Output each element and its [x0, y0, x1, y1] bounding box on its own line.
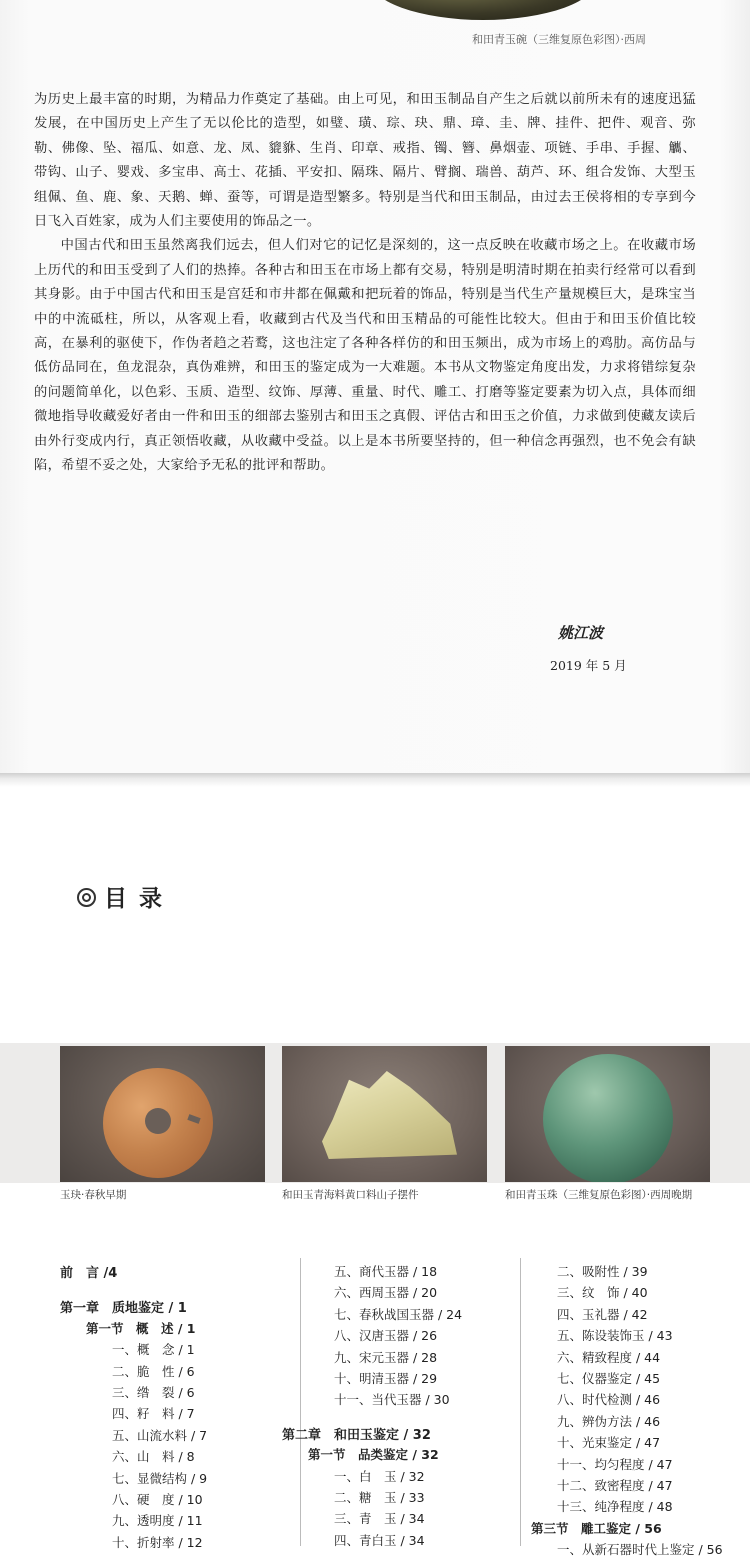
toc-entry[interactable]: 六、精致程度 / 44 [557, 1349, 661, 1365]
toc-entry[interactable]: 第一章 质地鉴定 / 1 [60, 1301, 187, 1317]
toc-entry[interactable]: 十一、均匀程度 / 47 [557, 1456, 673, 1472]
toc-entry[interactable]: 第一节 品类鉴定 / 32 [308, 1447, 439, 1463]
column-divider [300, 1258, 301, 1546]
toc-entry[interactable]: 十、明清玉器 / 29 [334, 1371, 438, 1386]
page-fold-shadow [0, 773, 750, 787]
toc-entry[interactable]: 十、折射率 / 12 [112, 1534, 203, 1550]
jade-sphere-shape [543, 1054, 673, 1182]
toc-entry[interactable]: 十三、纯净程度 / 48 [557, 1499, 673, 1515]
toc-entry[interactable]: 五、陈设装饰玉 / 43 [557, 1328, 673, 1344]
preface-date: 2019 年 5 月 [550, 658, 627, 673]
jade-bowl-photo [368, 0, 598, 20]
bowl-photo-caption: 和田青玉碗（三维复原色彩图）·西周 [472, 33, 646, 46]
toc-entry[interactable]: 六、山 料 / 8 [112, 1449, 195, 1465]
toc-entry[interactable]: 二、吸附性 / 39 [557, 1264, 648, 1279]
jade-rock-shape [322, 1071, 457, 1159]
photo-caption: 和田玉青海料黄口料山子摆件 [282, 1189, 419, 1201]
toc-entry[interactable]: 第一节 概 述 / 1 [86, 1320, 196, 1336]
toc-entry[interactable]: 五、商代玉器 / 18 [334, 1264, 438, 1279]
toc-entry[interactable]: 七、仪器鉴定 / 45 [557, 1371, 661, 1386]
toc-entry[interactable]: 十、光束鉴定 / 47 [557, 1435, 661, 1451]
toc-entry[interactable]: 六、西周玉器 / 20 [334, 1285, 438, 1301]
toc-entry[interactable]: 九、透明度 / 11 [112, 1513, 203, 1529]
toc-entry[interactable]: 七、春秋战国玉器 / 24 [334, 1306, 463, 1322]
toc-entry[interactable]: 八、汉唐玉器 / 26 [334, 1328, 438, 1344]
double-circle-icon [77, 888, 96, 907]
toc-entry[interactable]: 三、绺 裂 / 6 [112, 1385, 195, 1400]
toc-entry[interactable]: 九、辨伪方法 / 46 [557, 1413, 661, 1429]
toc-entry[interactable]: 二、脆 性 / 6 [112, 1363, 195, 1379]
author-signature: 姚江波 [558, 624, 604, 642]
toc-entry[interactable]: 一、白 玉 / 32 [334, 1468, 425, 1484]
toc-title-text: 目 录 [104, 886, 165, 912]
toc-title [77, 880, 164, 913]
toc-entry[interactable]: 二、糖 玉 / 33 [334, 1490, 425, 1505]
preface-text [34, 88, 696, 479]
toc-entry[interactable]: 一、概 念 / 1 [112, 1342, 195, 1358]
toc-entry[interactable]: 十一、当代玉器 / 30 [334, 1392, 450, 1408]
toc-entry[interactable]: 四、青白玉 / 34 [334, 1532, 425, 1548]
toc-entry[interactable]: 七、显微结构 / 9 [112, 1470, 208, 1486]
toc-entry[interactable]: 第三节 雕工鉴定 / 56 [531, 1520, 662, 1536]
toc-entry[interactable]: 三、纹 饰 / 40 [557, 1285, 648, 1301]
photo-caption: 和田青玉珠（三维复原色彩图）·西周晚期 [505, 1189, 693, 1201]
column-divider [520, 1258, 521, 1546]
preface-paragraph: 中国古代和田玉虽然离我们远去，但人们对它的记忆是深刻的，这一点反映在收藏市场之上。在收藏市场上历代的和田玉受到了人们的热捧。各种古和田玉在市场上都有交易，特别是明清时期在拍卖行经常可以看到其身影。由于中国古代和田玉是宫廷和市井都在佩戴和把玩着的饰品，特别是当代生产量规模巨大，是珠宝当中的中流砥柱，所以，从客观上看，收藏到古代及当代和田玉精品的可能性比较大。但由于和田玉价值比较高，在暴利的驱使下，作伪者趋之若鹜，这也注定了各种各样仿的和田玉频出，成为市场上的鸡肋。高仿品与低仿品同在，鱼龙混杂，真伪难辨，和田玉的鉴定成为一大难题。本书从文物鉴定角度出发，力求将错综复杂的问题简单化，以色彩、玉质、造型、纹饰、厚薄、重量、时代、雕工、打磨等鉴定要素为切入点，具体而细微地指导收藏爱好者由一件和田玉的细部去鉴别古和田玉之真假、评估古和田玉之价值，力求做到使藏友读后由外行变成内行，真正领悟收藏，从收藏中受益。以上是本书所要坚持的，但一种信念再强烈，也不免会有缺陷，希望不妥之处，大家给予无私的批评和帮助。 [34, 238, 696, 474]
toc-entry[interactable]: 五、山流水料 / 7 [112, 1427, 208, 1443]
toc-entry[interactable]: 三、青 玉 / 34 [334, 1511, 425, 1527]
jade-mountain-photo [282, 1046, 487, 1182]
photo-caption: 玉玦·春秋早期 [60, 1189, 127, 1201]
toc-entry[interactable]: 八、硬 度 / 10 [112, 1492, 203, 1507]
preface-paragraph: 为历史上最丰富的时期，为精品力作奠定了基础。由上可见，和田玉制品自产生之后就以前所未有的速度迅猛发展，在中国历史上产生了无以伦比的造型，如璧、璜、琮、玦、鼎、璋、圭、牌、挂件、把件、观音、弥勒、佛像、坠、福瓜、如意、龙、凤、貔貅、生肖、印章、戒指、镯、簪、鼻烟壶、项链、手串、手握、觿、带钩、山子、婴戏、多宝串、高士、花插、平安扣、隔珠、隔片、臂搁、瑞兽、葫芦、环、组合发饰、大型玉组佩、鱼、鹿、象、天鹅、蝉、蚕等，可谓是造型繁多。特别是当代和田玉制品，由过去王侯将相的专享到今日飞入百姓家，成为人们主要使用的饰品之一。 [34, 92, 696, 230]
preface-page [0, 0, 750, 775]
toc-entry[interactable]: 九、宋元玉器 / 28 [334, 1349, 438, 1365]
toc-entry[interactable]: 前 言 /4 [60, 1266, 118, 1281]
toc-entry[interactable]: 四、籽 料 / 7 [112, 1406, 195, 1422]
toc-entry[interactable]: 四、玉礼器 / 42 [557, 1306, 648, 1322]
jade-bead-photo [505, 1046, 710, 1182]
toc-entry[interactable]: 一、从新石器时代上鉴定 / 56 [557, 1542, 723, 1558]
toc-entry[interactable]: 八、时代检测 / 46 [557, 1392, 661, 1408]
toc-entry[interactable]: 第二章 和田玉鉴定 / 32 [282, 1427, 431, 1443]
jade-jue-photo [60, 1046, 265, 1182]
toc-entry[interactable]: 十二、致密程度 / 47 [557, 1478, 673, 1493]
